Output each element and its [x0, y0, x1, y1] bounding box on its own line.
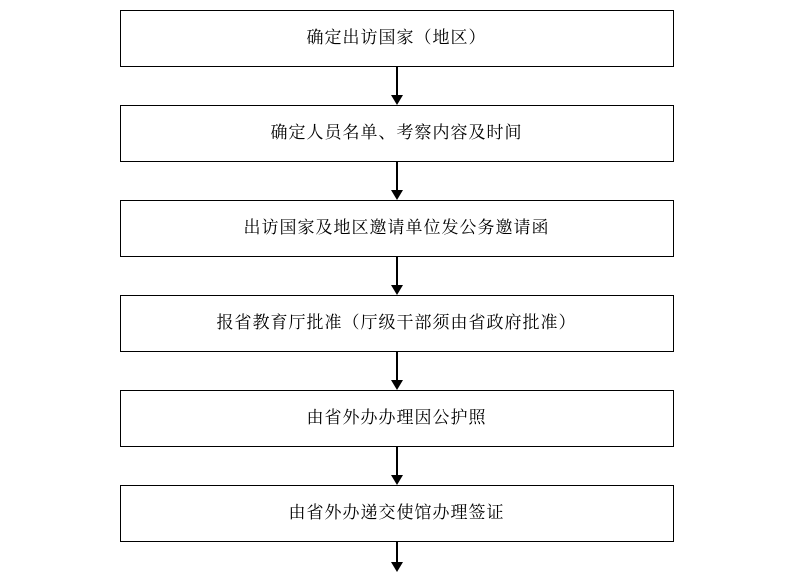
- flow-node-3: [120, 200, 674, 257]
- arrow-stem: [396, 257, 398, 287]
- flow-node-4: [120, 295, 674, 352]
- arrow-stem: [396, 352, 398, 382]
- down-arrow-icon-6: [390, 542, 404, 572]
- flow-node-6-label: 由省外办递交使馆办理签证: [288, 503, 505, 523]
- flow-node-1-label: 确定出访国家（地区）: [306, 28, 487, 48]
- arrow-stem: [396, 67, 398, 97]
- arrow-stem: [396, 542, 398, 564]
- arrow-head: [391, 190, 403, 200]
- flow-node-5: [120, 390, 674, 447]
- down-arrow-icon-1: [390, 67, 404, 105]
- down-arrow-icon-5: [390, 447, 404, 485]
- flow-node-3-label: 出访国家及地区邀请单位发公务邀请函: [243, 218, 550, 238]
- arrow-stem: [396, 162, 398, 192]
- flow-node-5-label: 由省外办办理因公护照: [306, 408, 487, 428]
- flow-node-2-label: 确定人员名单、考察内容及时间: [270, 123, 523, 143]
- down-arrow-icon-2: [390, 162, 404, 200]
- arrow-head: [391, 285, 403, 295]
- flow-node-1: [120, 10, 674, 67]
- top-spacer: [396, 0, 397, 10]
- arrow-head: [391, 95, 403, 105]
- down-arrow-icon-4: [390, 352, 404, 390]
- flow-node-6: [120, 485, 674, 542]
- arrow-head: [391, 380, 403, 390]
- down-arrow-icon-3: [390, 257, 404, 295]
- flow-node-4-label: 报省教育厅批准（厅级干部须由省政府批准）: [216, 313, 577, 333]
- flow-node-2: [120, 105, 674, 162]
- arrow-stem: [396, 447, 398, 477]
- arrow-head: [391, 475, 403, 485]
- arrow-head: [391, 562, 403, 572]
